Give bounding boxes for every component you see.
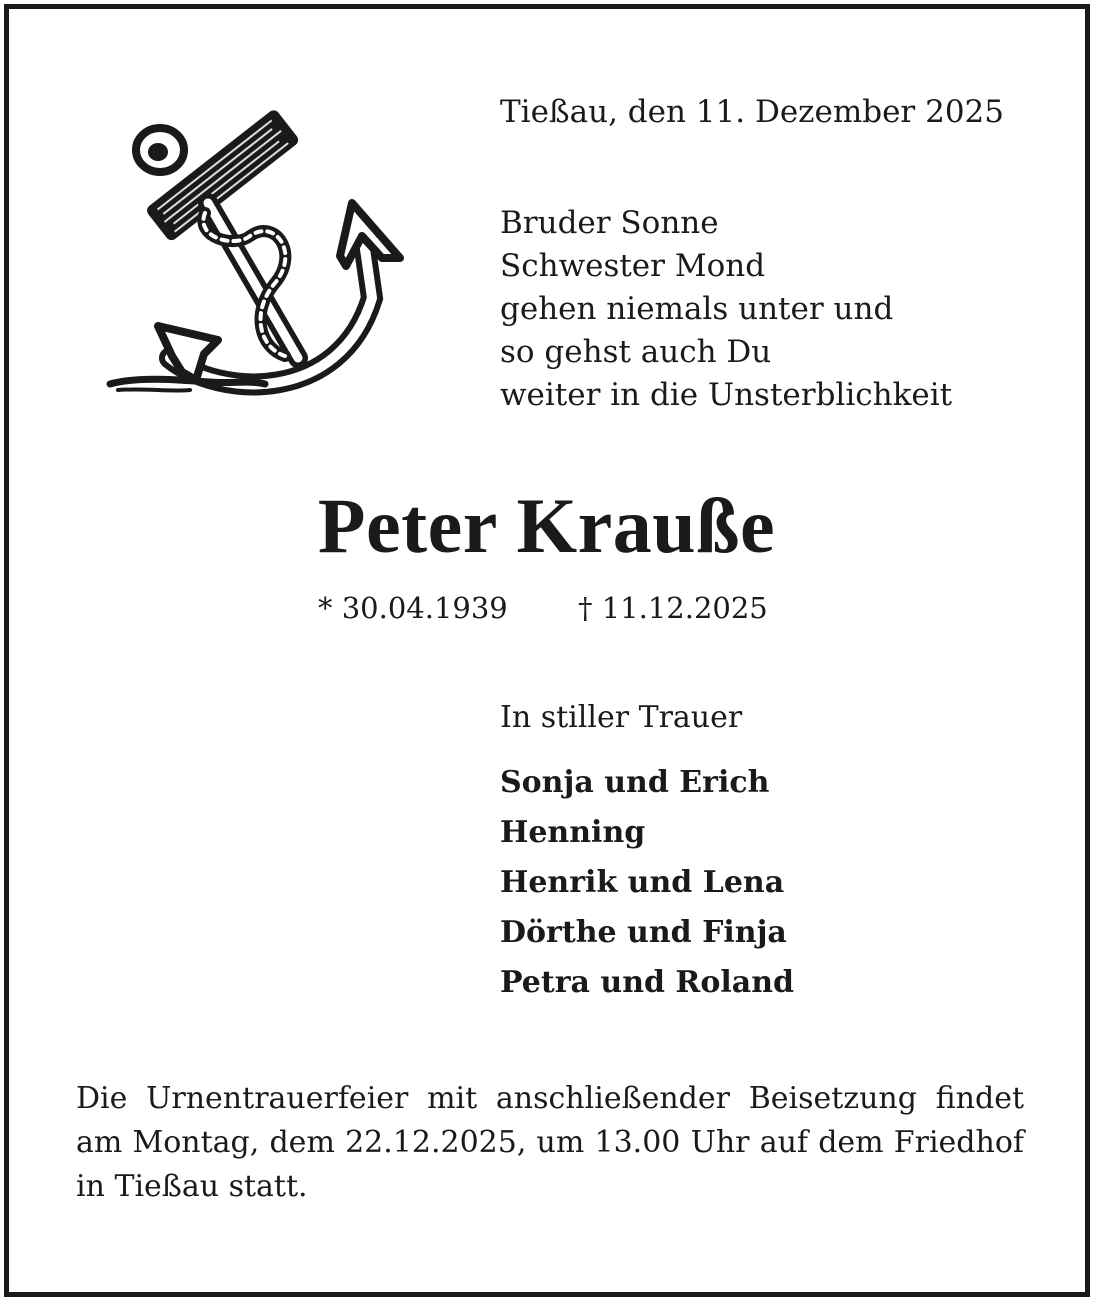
mourning-intro: In stiller Trauer bbox=[500, 700, 743, 735]
mourner-name: Henning bbox=[500, 815, 646, 850]
mourner-name: Sonja und Erich bbox=[500, 765, 770, 800]
mourner-name: Henrik und Lena bbox=[500, 865, 785, 900]
mourner-list bbox=[500, 758, 794, 1008]
place-date: Tießau, den 11. Dezember 2025 bbox=[500, 94, 1004, 130]
birth-date: * 30.04.1939 bbox=[318, 591, 508, 625]
poem-line: gehen niemals unter und bbox=[500, 291, 894, 327]
poem-line: Schwester Mond bbox=[500, 248, 766, 284]
death-date: † 11.12.2025 bbox=[578, 591, 768, 625]
poem bbox=[500, 202, 952, 417]
poem-line: so gehst auch Du bbox=[500, 334, 772, 370]
mourner-name: Petra und Roland bbox=[500, 965, 794, 1000]
mourner-name: Dörthe und Finja bbox=[500, 915, 787, 950]
anchor-icon bbox=[100, 108, 410, 408]
funeral-details: Die Urnentrauerfeier mit anschließender Beisetzung findet am Montag, dem 22.12.2025, um 13.00 Uhr auf dem Friedhof in Tießau statt. bbox=[76, 1081, 1024, 1204]
poem-line: weiter in die Unsterblichkeit bbox=[500, 377, 953, 413]
poem-line: Bruder Sonne bbox=[500, 205, 719, 241]
deceased-name: Peter Krauße bbox=[317, 482, 776, 569]
